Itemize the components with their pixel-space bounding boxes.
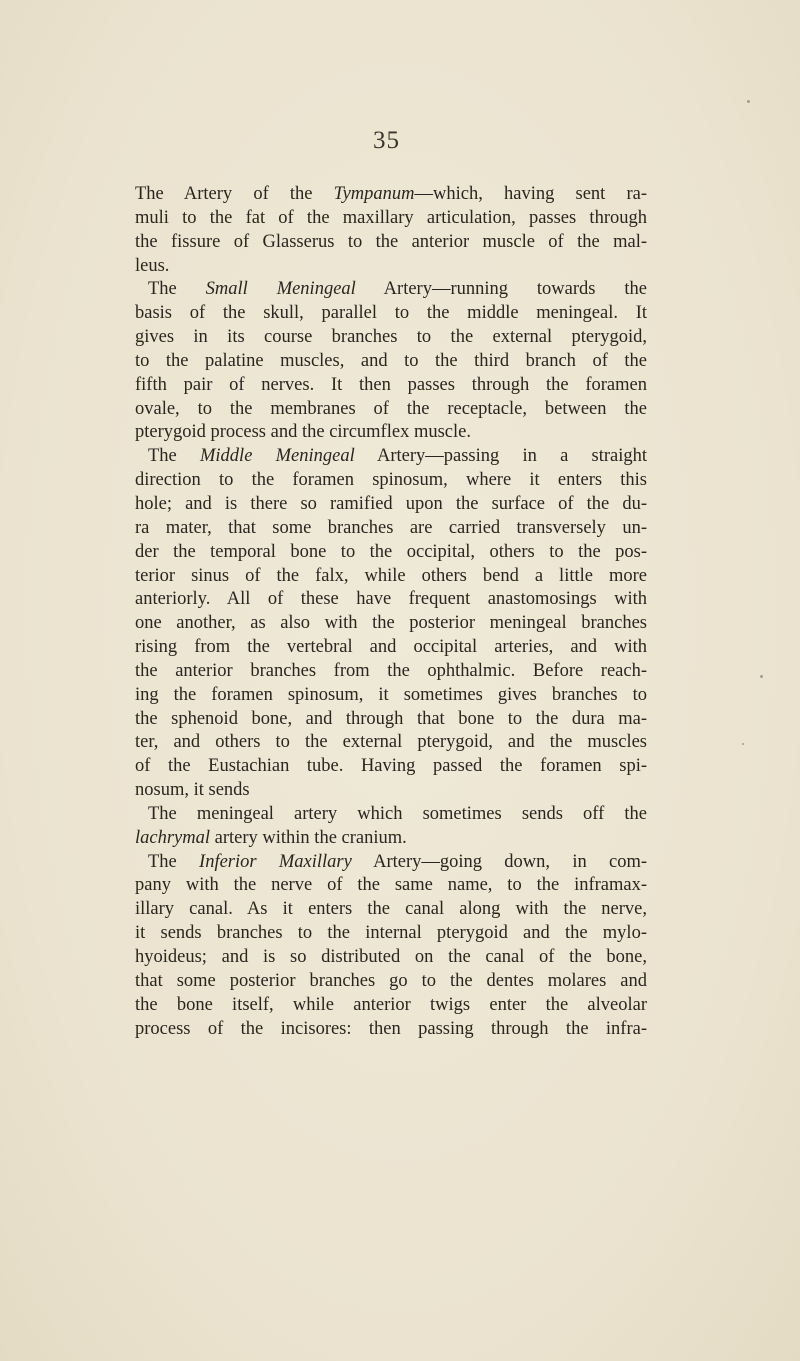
text-run: hole; and is there so ramified upon the surface of the du-	[135, 493, 647, 514]
text-line	[135, 827, 647, 851]
text-run: Artery—going down, in com-	[351, 851, 647, 872]
text-run: anteriorly. All of these have frequent anastomosings with	[135, 589, 647, 610]
text-run: basis of the skull, parallel to the middle meningeal. It	[135, 303, 647, 324]
text-run: The meningeal artery which sometimes sends off the	[148, 803, 647, 824]
text-run: artery within the cranium.	[210, 827, 407, 848]
text-run: illary canal. As it enters the canal along with the nerve,	[135, 899, 647, 920]
text-run: ing the foramen spinosum, it sometimes gives branches to	[135, 684, 647, 705]
text-run: of the Eustachian tube. Having passed the foramen spi-	[135, 756, 647, 777]
text-run: muli to the fat of the maxillary articulation, passes through	[135, 207, 647, 228]
text-line	[135, 207, 647, 231]
text-line	[135, 588, 647, 612]
text-run: it sends branches to the internal pterygoid and the mylo-	[135, 923, 647, 944]
text-line	[135, 970, 647, 994]
italic-term: Small Meningeal	[205, 279, 356, 300]
body-text	[135, 183, 647, 1041]
text-line	[135, 731, 647, 755]
text-line	[135, 541, 647, 565]
text-line	[135, 708, 647, 732]
paper-speck	[742, 743, 744, 745]
text-line	[135, 565, 647, 589]
text-run: gives in its course branches to the external pterygoid,	[135, 327, 647, 348]
text-line	[135, 636, 647, 660]
text-line	[135, 374, 647, 398]
text-line	[135, 922, 647, 946]
text-line	[135, 851, 647, 875]
text-run: one another, as also with the posterior meningeal branches	[135, 613, 647, 634]
text-line	[135, 302, 647, 326]
text-run: leus.	[135, 255, 170, 276]
text-line	[135, 612, 647, 636]
text-line	[135, 898, 647, 922]
text-run: Artery—passing in a straight	[354, 446, 648, 467]
italic-term: lachrymal	[135, 827, 211, 848]
text-line	[135, 874, 647, 898]
text-run: the fissure of Glasserus to the anterior muscle of the mal-	[135, 231, 647, 252]
text-line	[135, 231, 647, 255]
text-line	[135, 1018, 647, 1042]
text-line	[135, 517, 647, 541]
text-run: ter, and others to the external pterygoid, and the muscles	[135, 732, 647, 753]
paper-speck	[760, 675, 763, 678]
text-line	[135, 421, 647, 445]
text-line	[135, 445, 647, 469]
italic-term: Inferior Maxillary	[199, 851, 352, 872]
italic-term: Tympanum	[333, 184, 415, 204]
text-line	[135, 469, 647, 493]
text-run: the sphenoid bone, and through that bone to the dura ma-	[135, 708, 647, 729]
text-line	[135, 755, 647, 779]
text-line	[135, 326, 647, 350]
text-run: pany with the nerve of the same name, to the inframax-	[135, 875, 647, 896]
text-run: terior sinus of the falx, while others bend a little more	[135, 565, 647, 586]
text-line	[135, 350, 647, 374]
text-run: nosum, it sends	[135, 780, 250, 801]
text-line	[135, 660, 647, 684]
text-run: The	[148, 279, 206, 300]
text-line	[135, 684, 647, 708]
text-run: Artery—running towards the	[355, 279, 647, 300]
paper-speck	[747, 100, 750, 103]
text-line	[135, 779, 647, 803]
text-run: rising from the vertebral and occipital arteries, and with	[135, 637, 647, 658]
text-run: ovale, to the membranes of the receptacle, between the	[135, 398, 647, 419]
text-line	[135, 278, 647, 302]
text-run: direction to the foramen spinosum, where it enters this	[135, 470, 647, 491]
text-run: der the temporal bone to the occipital, others to the pos-	[135, 541, 647, 562]
text-line	[135, 398, 647, 422]
text-line	[135, 946, 647, 970]
text-run: hyoideus; and is so distributed on the canal of the bone,	[135, 947, 647, 967]
text-line	[135, 255, 647, 279]
text-line	[135, 994, 647, 1018]
page-number: 35	[373, 127, 400, 154]
text-run: the bone itself, while anterior twigs enter the alveolar	[135, 994, 647, 1015]
text-run: The Artery of the	[135, 184, 334, 204]
text-line	[135, 803, 647, 827]
text-run: the anterior branches from the ophthalmic. Before reach-	[135, 660, 647, 681]
text-run: The	[148, 446, 200, 467]
text-run: ra mater, that some branches are carried transversely un-	[135, 517, 647, 538]
text-run: —which, having sent ra-	[414, 184, 647, 204]
text-run: that some posterior branches go to the dentes molares and	[135, 970, 647, 991]
text-run: process of the incisores: then passing through the infra-	[135, 1018, 647, 1039]
text-line	[135, 183, 647, 207]
text-run: fifth pair of nerves. It then passes through the foramen	[135, 374, 647, 395]
text-run: to the palatine muscles, and to the third branch of the	[135, 350, 647, 371]
text-run: pterygoid process and the circumflex muscle.	[135, 422, 471, 443]
text-line	[135, 493, 647, 517]
text-run: The	[148, 851, 200, 872]
italic-term: Middle Meningeal	[200, 446, 355, 467]
